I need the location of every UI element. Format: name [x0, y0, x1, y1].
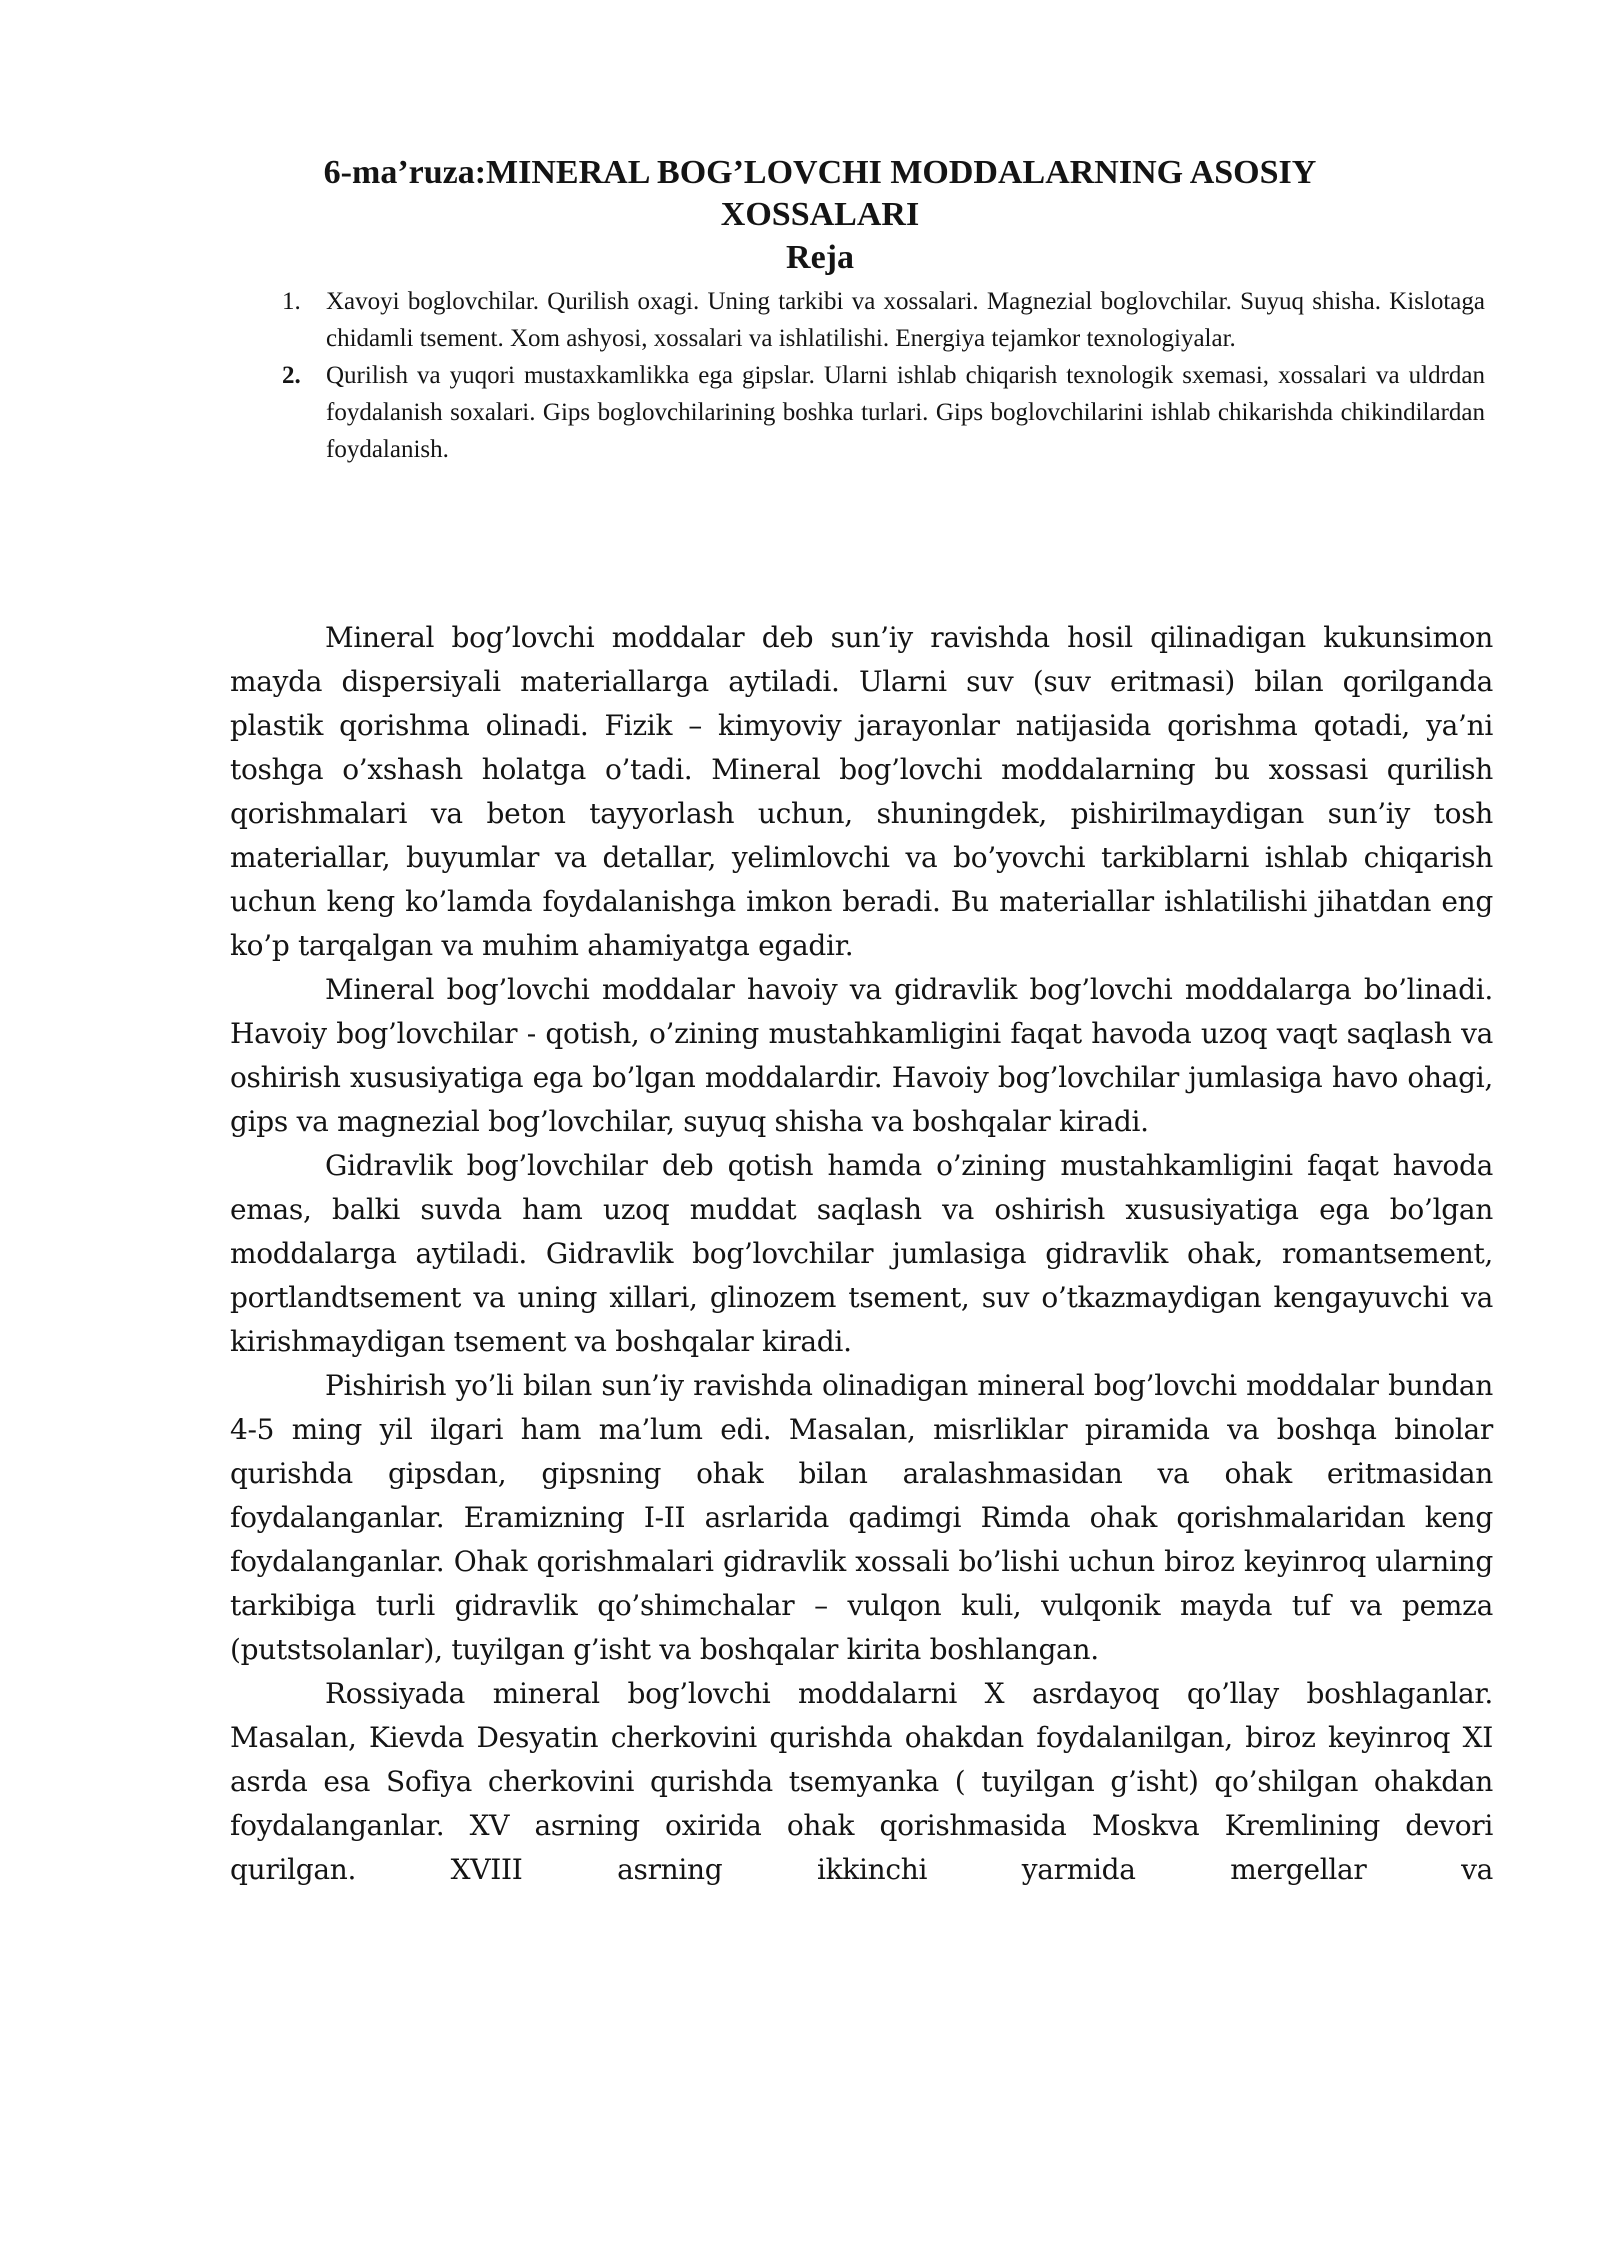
lecture-title-line-2: XOSSALARI: [720, 196, 920, 233]
plan-item-text: Qurilish va yuqori mustaxkamlikka ega gipslar. Ularni ishlab chiqarish texnologik sxemasi, xossalari va uldrdan foydalanish soxalari. Gips boglovchilarining boshka turlari. Gips boglovchilarini ishlab chikarishda chikindilardan foydalanish.: [326, 362, 1485, 463]
body-paragraph-4: Pishirish yo’li bilan sun’iy ravishda olinadigan mineral bog’lovchi moddalar bundan 4-5 ming yil ilgari ham ma’lum edi. Masalan, misrliklar piramida va boshqa binolar qurishda gipsdan, gipsning ohak bilan aralashmasidan va ohak eritmasidan foydalanganlar. Eramizning I-II asrlarida qadimgi Rimda ohak qorishmalaridan keng foydalanganlar. Ohak qorishmalari gidravlik xossali bo’lishi uchun biroz keyinroq ularning tarkibiga turli gidravlik qo’shimchalar – vulqon kuli, vulqonik mayda tuf va pemza (putstsolanlar), tuyilgan g’isht va boshqalar kirita boshlangan.: [230, 1369, 1493, 1666]
plan-item-1: [270, 283, 1485, 357]
plan-item-2: [270, 357, 1485, 468]
body-paragraph-1: Mineral bog’lovchi moddalar deb sun’iy ravishda hosil qilinadigan kukunsimon mayda dispersiyali materiallarga aytiladi. Ularni suv (suv eritmasi) bilan qorilganda plastik qorishma olinadi. Fizik – kimyoviy jarayonlar natijasida qorishma qotadi, ya’ni toshga o’xshash holatga o’tadi. Mineral bog’lovchi moddalarning bu xossasi qurilish qorishmalari va beton tayyorlash uchun, shuningdek, pishirilmaydigan sun’iy tosh materiallar, buyumlar va detallar, yelimlovchi va bo’yovchi tarkiblarni ishlab chiqarish uchun keng ko’lamda foydalanishga imkon beradi. Bu materiallar ishlatilishi jihatdan eng ko’p tarqalgan va muhim ahamiyatga egadir.: [230, 621, 1493, 962]
plan-heading: Reja: [786, 239, 854, 276]
lecture-title-line-1: 6-ma’ruza:MINERAL BOG’LOVCHI MODDALARNING ASOSIY: [323, 154, 1317, 191]
plan-list: [270, 283, 1485, 468]
plan-item-number: 2.: [282, 362, 301, 389]
body-text: [230, 616, 1493, 1892]
body-paragraph-5: Rossiyada mineral bog’lovchi moddalarni X asrdayoq qo’llay boshlaganlar. Masalan, Kievda Desyatin cherkovini qurishda ohakdan foydalanilgan, biroz keyinroq XI asrda esa Sofiya cherkovini qurishda tsemyanka ( tuyilgan g’isht) qo’shilgan ohakdan foydalanganlar. XV asrning oxirida ohak qorishmasida Moskva Kremlining devori qurilgan. XVIII asrning ikkinchi yarmida mergellar va: [230, 1677, 1493, 1886]
body-paragraph-3: Gidravlik bog’lovchilar deb qotish hamda o’zining mustahkamligini faqat havoda emas, balki suvda ham uzoq muddat saqlash va oshirish xususiyatiga ega bo’lgan moddalarga aytiladi. Gidravlik bog’lovchilar jumlasiga gidravlik ohak, romantsement, portlandtsement va uning xillari, glinozem tsement, suv o’tkazmaydigan kengayuvchi va kirishmaydigan tsement va boshqalar kiradi.: [230, 1149, 1493, 1358]
lecture-title: [230, 152, 1410, 236]
body-paragraph-2: Mineral bog’lovchi moddalar havoiy va gidravlik bog’lovchi moddalarga bo’linadi. Havoiy bog’lovchilar - qotish, o’zining mustahkamligini faqat havoda uzoq vaqt saqlash va oshirish xususiyatiga ega bo’lgan moddalardir. Havoiy bog’lovchilar jumlasiga havo ohagi, gips va magnezial bog’lovchilar, suyuq shisha va boshqalar kiradi.: [230, 973, 1493, 1138]
plan-item-number: 1.: [282, 288, 301, 315]
plan-item-text: Xavoyi boglovchilar. Qurilish oxagi. Uning tarkibi va xossalari. Magnezial boglovchilar. Suyuq shisha. Kislotaga chidamli tsement. Xom ashyosi, xossalari va ishlatilishi. Energiya tejamkor texnologiyalar.: [326, 288, 1485, 352]
